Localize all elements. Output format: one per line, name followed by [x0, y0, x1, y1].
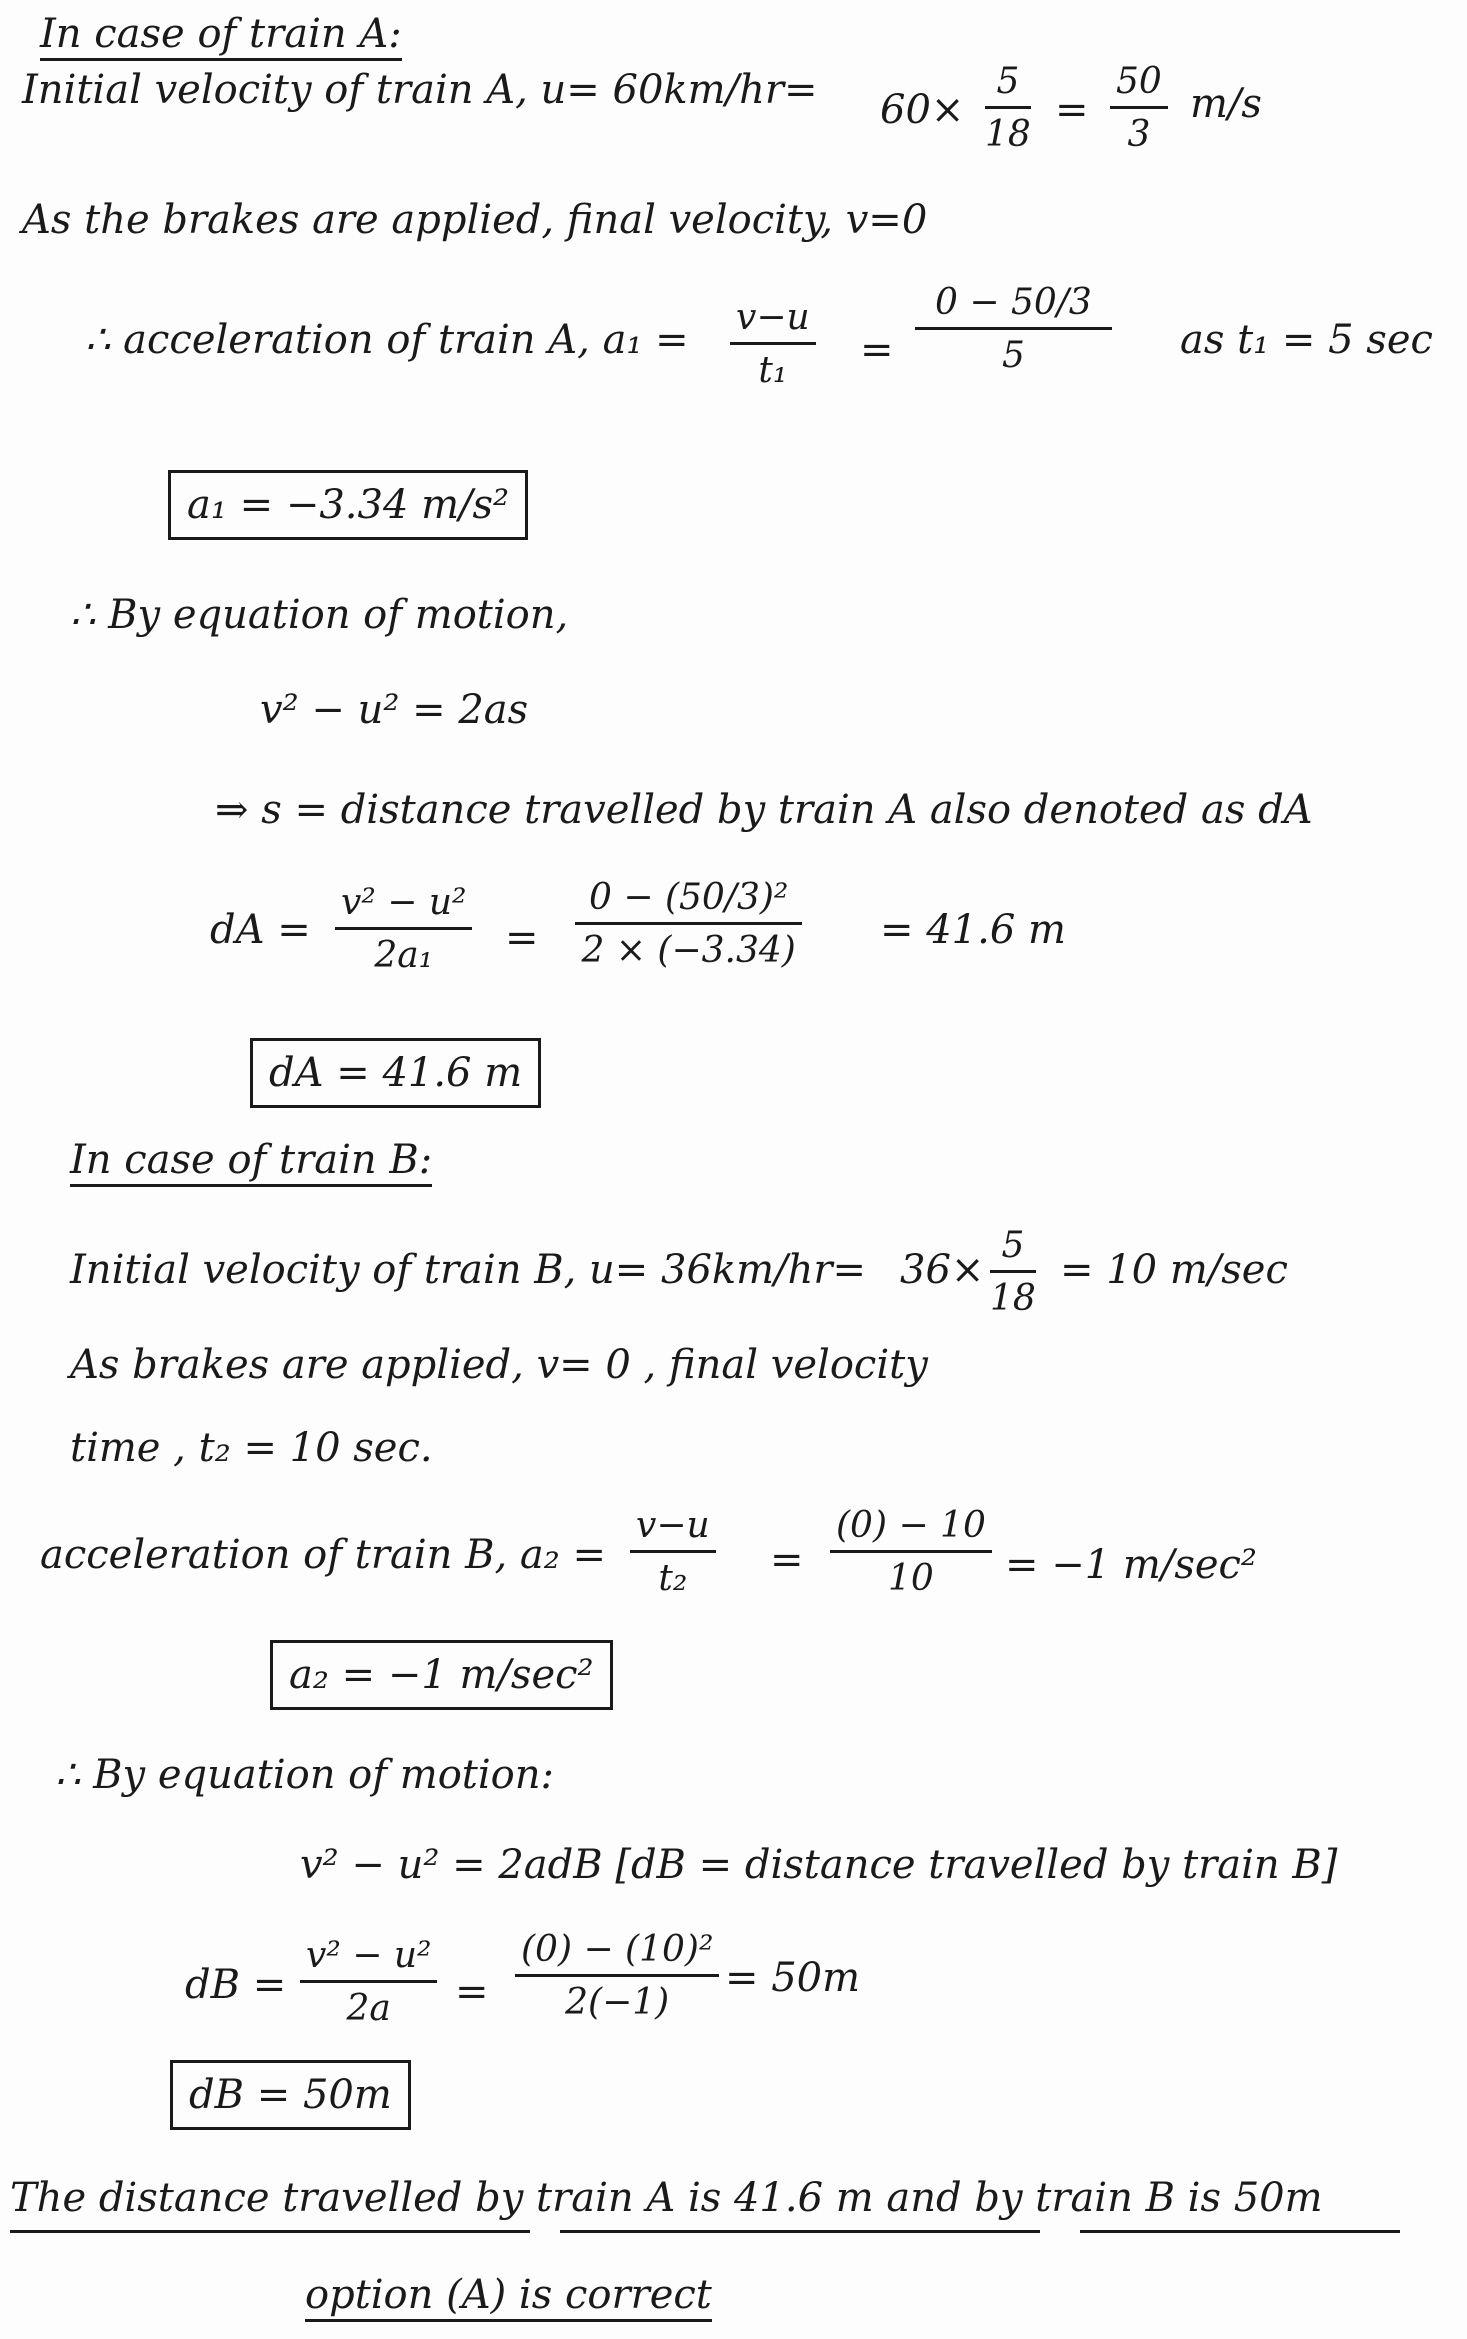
- numerator: 50: [1116, 61, 1162, 102]
- train-b-distance-result: = 50m: [725, 1955, 861, 2001]
- train-a-distance-result-box: dA = 41.6 m: [250, 1038, 541, 1108]
- train-a-velocity-fraction: [1110, 61, 1168, 155]
- numerator: v² − u²: [341, 882, 467, 923]
- numerator: (0) − 10: [836, 1505, 986, 1546]
- numerator: 5: [996, 61, 1020, 102]
- underline-segment: [10, 2230, 530, 2233]
- underline-segment: [560, 2230, 1040, 2233]
- train-b-distance-label: dB =: [185, 1962, 287, 2008]
- train-b-initial-velocity: Initial velocity of train B, u= 36km/hr=: [70, 1247, 866, 1293]
- numerator: v−u: [736, 297, 810, 338]
- numerator: 5: [1001, 1225, 1025, 1266]
- denominator: 3: [1127, 114, 1151, 155]
- underline-segment: [1080, 2230, 1400, 2233]
- train-a-initial-velocity: Initial velocity of train A, u= 60km/hr=: [22, 67, 818, 113]
- denominator: 2 × (−3.34): [581, 930, 796, 971]
- train-a-distance-value-fraction: [575, 877, 802, 971]
- train-a-distance-definition: ⇒ s = distance travelled by train A also denoted as dA: [215, 787, 1313, 833]
- denominator: t₁: [758, 350, 788, 391]
- denominator: 2a: [346, 1988, 391, 2029]
- train-a-brakes-line: As the brakes are applied, final velocity, v=0: [22, 197, 928, 243]
- numerator: (0) − (10)²: [521, 1929, 714, 1970]
- denominator: 2(−1): [565, 1982, 670, 2023]
- train-a-time-note: as t₁ = 5 sec: [1180, 317, 1433, 363]
- train-a-acceleration-result-box: a₁ = −3.34 m/s²: [168, 470, 528, 540]
- conclusion-statement: The distance travelled by train A is 41.6 m and by train B is 50m: [10, 2175, 1323, 2221]
- train-b-acceleration-label: acceleration of train B, a₂ =: [40, 1532, 607, 1578]
- equals-sign: =: [860, 327, 894, 373]
- train-a-accel-formula-fraction: [730, 297, 816, 391]
- numerator: 0 − (50/3)²: [589, 877, 789, 918]
- train-b-distance-result-box: dB = 50m: [170, 2060, 411, 2130]
- train-a-distance-formula-fraction: [335, 882, 472, 976]
- train-a-conv-fraction: [985, 61, 1031, 155]
- train-a-accel-value-fraction: [915, 282, 1112, 376]
- train-b-conv-fraction: [990, 1225, 1036, 1319]
- train-b-accel-formula-fraction: [630, 1505, 716, 1599]
- train-a-eom-formula: v² − u² = 2as: [260, 687, 529, 733]
- train-a-conv-prefix: 60×: [880, 87, 965, 133]
- denominator: 2a₁: [374, 935, 434, 976]
- denominator: 5: [1001, 335, 1025, 376]
- equals-sign: =: [505, 915, 539, 961]
- velocity-unit: m/s: [1190, 81, 1262, 127]
- equals-sign: =: [770, 1537, 804, 1583]
- denominator: t₂: [658, 1558, 688, 1599]
- train-b-conv-prefix: 36×: [900, 1247, 985, 1293]
- equals-sign: =: [455, 1969, 489, 2015]
- train-a-acceleration-label: ∴ acceleration of train A, a₁ =: [85, 317, 689, 363]
- equals-sign: =: [1055, 87, 1089, 133]
- train-b-acceleration-result: = −1 m/sec²: [1005, 1542, 1257, 1588]
- train-a-distance-label: dA =: [210, 907, 311, 953]
- train-a-eom-label: ∴ By equation of motion,: [70, 592, 569, 638]
- train-b-accel-value-fraction: [830, 1505, 992, 1599]
- train-b-acceleration-result-box: a₂ = −1 m/sec²: [270, 1640, 613, 1710]
- numerator: v−u: [636, 1505, 710, 1546]
- train-b-time-line: time , t₂ = 10 sec.: [70, 1425, 433, 1471]
- numerator: 0 − 50/3: [935, 282, 1092, 323]
- train-b-eom-label: ∴ By equation of motion:: [55, 1752, 554, 1798]
- train-a-distance-result: = 41.6 m: [880, 907, 1066, 953]
- answer-option: option (A) is correct: [305, 2275, 712, 2322]
- train-b-distance-value-fraction: [515, 1929, 719, 2023]
- train-b-brakes-line: As brakes are applied, v= 0 , final velocity: [70, 1342, 928, 1388]
- train-b-distance-formula-fraction: [300, 1935, 437, 2029]
- numerator: v² − u²: [306, 1935, 432, 1976]
- denominator: 18: [990, 1278, 1036, 1319]
- train-b-eom-formula: v² − u² = 2adB [dB = distance travelled by train B]: [300, 1842, 1338, 1888]
- denominator: 18: [985, 114, 1031, 155]
- train-a-heading: In case of train A:: [40, 14, 402, 61]
- train-b-conv-result: = 10 m/sec: [1060, 1247, 1288, 1293]
- train-b-heading: In case of train B:: [70, 1140, 432, 1187]
- denominator: 10: [888, 1558, 934, 1599]
